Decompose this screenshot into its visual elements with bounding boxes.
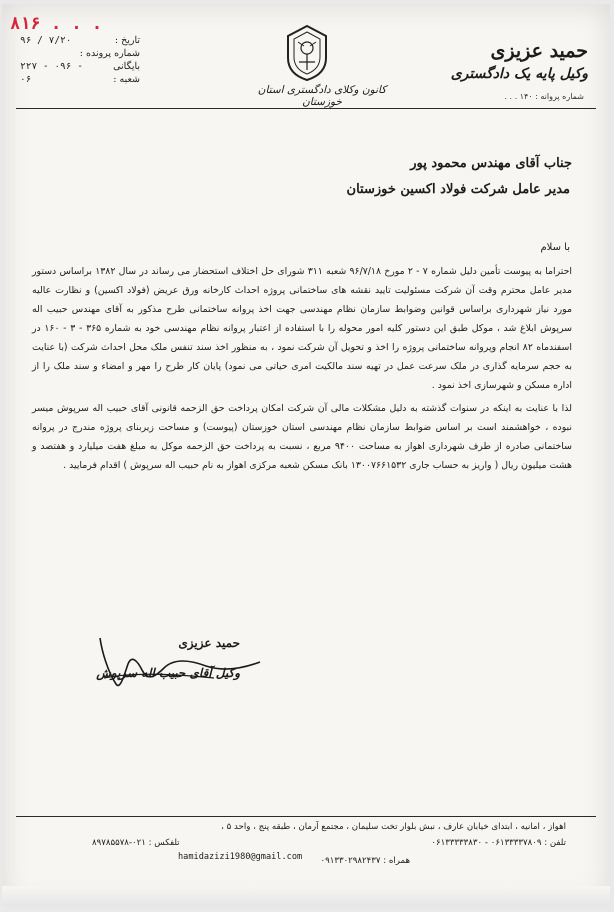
meta-archive-value: ۲۲۷ - ۰۹۶ - ۰۶ xyxy=(20,61,83,85)
meta-archive-row xyxy=(20,60,140,85)
body-paragraph-1: احتراما به پیوست تأمین دلیل شماره ۷ - ۲ مورخ ۹۶/۷/۱۸ شعبه ۳۱۱ شورای حل اختلاف استحضار می رساند در سال ۱۳۸۲ براساس دستور مدیر عامل محترم وقت آن شرکت مسئولیت تایید نقشه های ساختمانی پروژه احداث کارخانه ورق عریض (فولاد اکسین) و نظارت عالیه مورد نیاز شهرداری براساس قوانین وضوابط سازمان نظام مهندسی جهت اخذ پروانه ساختمانی طرح مذکور به آقای مهندس حبیب اله سرپوش ابلاغ شد ، موکل طبق این دستور کلیه امور محوله را با استفاده از اعتبار پروانه نظام مهندسی خود به شماره ۳۶۵ - ۳ - ۱۶۰ در اسفندماه ۸۲ انجام وپروانه ساختمانی پروژه را اخذ و تحویل آن شرکت نمود ، به منظور اخذ سند تنفس ملک محل احداث شرکت (با عنایت به حجم سرمایه گذاری در ملک سرعت عمل در تهیه سند مالکیت امری حیاتی می نمود) پایان کار طرح را مهر و امضاء و سند ملک را از اداره مسکن و شهرسازی اخذ نمود . xyxy=(32,266,573,391)
stamp-number: ۸۱۶ . . . xyxy=(10,14,103,34)
letter-page xyxy=(2,4,610,906)
lawyer-title-heading: وکیل پایه یک دادگستری xyxy=(450,66,588,82)
meta-file-row xyxy=(20,47,140,60)
footer-fax: تلفکس : ۰۲۱-۸۹۷۸۵۵۷۸ xyxy=(92,838,180,848)
footer-divider xyxy=(16,816,596,817)
recipient-line-1: جناب آقای مهندس محمود پور xyxy=(410,156,572,171)
meta-block xyxy=(20,34,140,85)
lawyer-name-heading: حمید عزیزی xyxy=(490,40,588,62)
bar-association-emblem-icon xyxy=(284,24,330,82)
meta-file-label: شماره پرونده : xyxy=(79,48,140,59)
greeting: با سلام xyxy=(540,242,570,253)
meta-date-value: ۹۶ / ۷/۲۰ xyxy=(20,35,72,46)
signatory-name: حمید عزیزی xyxy=(178,636,240,650)
meta-date-label: تاریخ : xyxy=(114,35,140,46)
header-divider xyxy=(16,108,596,109)
meta-archive-label: بایگانی شعبه : xyxy=(113,61,140,85)
license-number: شماره پروانه : ۱۴۰ . . . xyxy=(504,92,584,101)
letter-body xyxy=(32,262,572,479)
recipient-line-2: مدیر عامل شرکت فولاد اکسین خوزستان xyxy=(346,182,570,197)
page-bottom-shadow xyxy=(2,886,610,906)
footer-phones: تلفن : ۰۶۱۳۳۳۳۷۸۰۹ - ۰۶۱۳۳۳۳۳۸۳۰ xyxy=(431,838,566,848)
footer-mobile: همراه : ۰۹۱۳۳۰۲۹۸۲۴۳۷ xyxy=(320,856,410,866)
signatory-title: وکیل آقای حبیب اله سرپوش xyxy=(96,666,240,680)
body-paragraph-2: لذا با عنایت به اینکه در سنوات گذشته به دلیل مشکلات مالی آن شرکت امکان پرداخت حق الزحمه قانونی آقای حبیب اله سرپوش میسر نبوده ، خواهشمند است بر اساس ضوابط سازمان نظام مهندسی استان خوزستان (پیوست) و مساحت زیربنای پروژه مندرج در پروانه ساختمانی صادره از طرف شهرداری اهواز به مساحت ۹۴۰۰ مربع ، نسبت به پرداخت حق الزحمه موکل به مبلغ هفت میلیارد و هفتصد و هشت میلیون ریال ( واریز به حساب جاری ۱۳۰۰۷۶۶۱۵۳۲ بانک مسکن شعبه مرکزی اهواز به نام حبیب اله سرپوش ) اقدام فرمایید . xyxy=(32,403,573,471)
footer-email: hamidazizi1980@gmail.com xyxy=(178,852,303,862)
footer-address: اهواز ، امانیه ، ابتدای خیابان عارف ، نبش بلوار تخت سلیمان ، مجتمع آرمان ، طبقه پنج ، واحد ۵ ، xyxy=(221,822,566,832)
bar-association-name: کانون وکلای دادگستری استان خوزستان xyxy=(257,84,387,108)
meta-date-row xyxy=(20,34,140,47)
